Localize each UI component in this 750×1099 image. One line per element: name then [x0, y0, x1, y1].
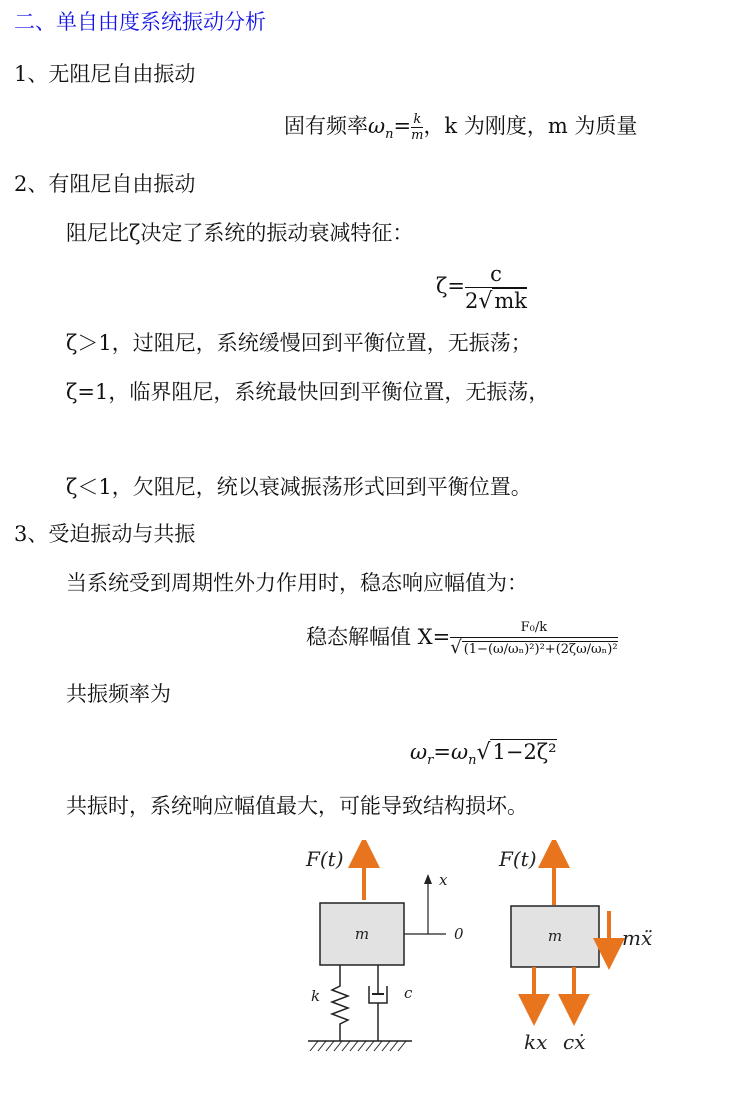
damper-label: c	[404, 984, 413, 1002]
damping-ratio-formula	[436, 258, 527, 314]
amplitude-formula	[306, 612, 618, 662]
amp-radicand: (1−(ω/ωₙ)²)²+(2ζω/ωₙ)²	[463, 642, 618, 657]
omega-symbol: ω	[368, 114, 386, 138]
damper-force-label: cẋ	[563, 1030, 586, 1054]
inertia-label: mẍ	[622, 926, 653, 950]
spring-icon	[332, 965, 348, 1041]
res-sqrt-sign: √	[476, 740, 491, 765]
mass-spring-damper-figure	[298, 840, 678, 1080]
x-axis-label: x	[439, 871, 448, 889]
forced-intro: 当系统受到周期性外力作用时，稳态响应幅值为：	[66, 571, 528, 595]
den-radicand: mk	[494, 288, 528, 313]
res-radicand: 1−2ζ²	[492, 740, 557, 764]
x-axis-arrow-icon	[424, 874, 432, 884]
frac-numerator-k: k	[411, 112, 423, 128]
resonance-label: 共振频率为	[66, 682, 171, 706]
sqrt-sign: √	[478, 288, 493, 314]
amp-prefix: 稳态解幅值 X=	[306, 625, 451, 649]
damper-icon	[369, 965, 387, 1041]
mass-label-right: m	[547, 927, 563, 945]
omega-sub-n: n	[385, 127, 394, 143]
equals-sign: =	[393, 114, 412, 138]
natural-frequency-formula	[284, 105, 637, 147]
resonance-conclusion: 共振时，系统响应幅值最大，可能导致结构损坏。	[66, 794, 528, 818]
case-critical: ζ=1，临界阻尼，系统最快回到平衡位置，无振荡，	[66, 380, 550, 404]
k-over-m-fraction	[411, 112, 423, 143]
omega-sub-n2: n	[468, 753, 477, 769]
force-label-left: F(t)	[306, 847, 344, 871]
case-underdamped: ζ＜1，欠阻尼，统以衰减振荡形式回到平衡位置。	[66, 475, 532, 499]
heading-undamped: 1、无阻尼自由振动	[14, 62, 196, 86]
damping-denominator	[465, 288, 527, 315]
zero-label: 0	[454, 925, 464, 943]
amplitude-fraction	[450, 618, 617, 659]
amp-sqrt-sign: √	[450, 637, 462, 658]
heading-damped: 2、有阻尼自由振动	[14, 172, 196, 196]
force-label-right: F(t)	[499, 847, 537, 871]
omega-sub-r: r	[427, 753, 434, 769]
ground-hatch	[310, 1041, 406, 1051]
mass-label-left: m	[354, 925, 370, 943]
freq-suffix: ，k 为刚度，m 为质量	[423, 114, 638, 138]
freq-prefix: 固有频率	[284, 114, 368, 138]
heading-forced: 3、受迫振动与共振	[14, 522, 196, 546]
damping-numerator: c	[465, 261, 527, 288]
amp-denominator	[450, 638, 617, 659]
spring-label: k	[311, 987, 321, 1005]
equals-omega: =ω	[433, 740, 469, 764]
den-coef: 2	[464, 288, 479, 313]
damping-ratio-fraction	[465, 261, 527, 315]
damping-intro: 阻尼比ζ决定了系统的振动衰减特征：	[66, 221, 414, 245]
zeta-equals: ζ=	[436, 274, 465, 298]
section-title: 二、单自由度系统振动分析	[14, 10, 266, 34]
resonance-formula	[410, 734, 557, 770]
case-overdamped: ζ＞1，过阻尼，系统缓慢回到平衡位置，无振荡；	[66, 331, 532, 355]
omega-r-symbol: ω	[410, 740, 428, 764]
frac-denominator-m: m	[411, 128, 424, 143]
amp-numerator: F₀/k	[450, 618, 617, 638]
spring-force-label: kx	[524, 1030, 548, 1054]
